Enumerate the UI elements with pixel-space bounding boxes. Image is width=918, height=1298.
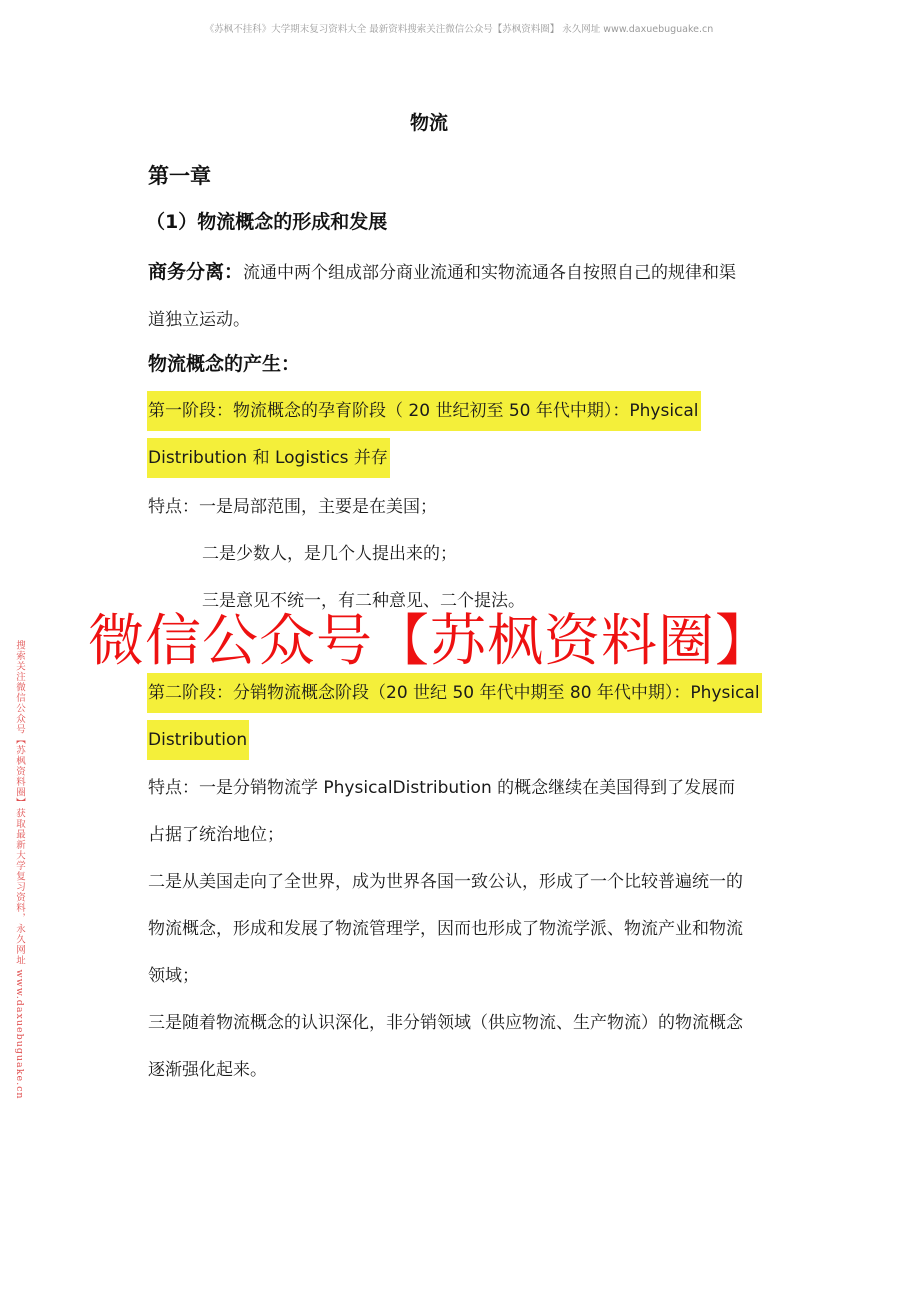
business-separation-line2: 道独立运动。 [148, 310, 250, 330]
stage1-line1-highlight: 第一阶段：物流概念的孕育阶段（ 20 世纪初至 50 年代中期）：Physical [147, 391, 701, 431]
stage2-line1-highlight: 第二阶段：分销物流概念阶段（20 世纪 50 年代中期至 80 年代中期）：Physical [147, 673, 762, 713]
stage1-line1 [147, 391, 701, 431]
stage1-line2 [147, 438, 390, 478]
stage2-feature2-line1: 二是从美国走向了全世界，成为世界各国一致公认，形成了一个比较普遍统一的 [148, 872, 743, 892]
business-separation-text: 流通中两个组成部分商业流通和实物流通各自按照自己的规律和渠 [243, 263, 737, 283]
stage1-feature3: 三是意见不统一，有二种意见、二个提法。 [202, 591, 525, 611]
stage2-feature3-line2: 逐渐强化起来。 [148, 1060, 267, 1080]
stage2-feature1-line1: 特点：一是分销物流学 PhysicalDistribution 的概念继续在美国得到了发展而 [148, 778, 736, 798]
watermark-text: 微信公众号【苏枫资料圈】 [88, 609, 772, 674]
stage2-feature3-line1: 三是随着物流概念的认识深化，非分销领域（供应物流、生产物流）的物流概念 [148, 1013, 743, 1033]
business-separation-line1 [148, 260, 736, 285]
header-note: 《苏枫不挂科》大学期末复习资料大全 最新资料搜索关注微信公众号【苏枫资料圈】 永久网址 www.daxuebuguake.cn [204, 24, 714, 35]
stage1-feature1: 特点：一是局部范围，主要是在美国； [148, 497, 437, 517]
stage2-line2-highlight: Distribution [147, 720, 249, 760]
stage1-line2-highlight: Distribution 和 Logistics 并存 [147, 438, 390, 478]
stage2-feature2-line2: 物流概念，形成和发展了物流管理学，因而也形成了物流学派、物流产业和物流 [148, 919, 743, 939]
side-watermark-note: 搜索关注微信公众号【苏枫资料圈】获取最新大学复习资料，永久网址 www.daxuebuguake.cn [14, 640, 25, 1100]
stage2-line2 [147, 720, 249, 760]
section-heading: （1）物流概念的形成和发展 [146, 211, 388, 233]
business-separation-term: 商务分离： [148, 261, 244, 283]
stage2-feature1-line2: 占据了统治地位； [148, 825, 284, 845]
stage2-feature2-line3: 领域； [148, 966, 199, 986]
chapter-heading: 第一章 [148, 164, 211, 188]
origin-heading: 物流概念的产生： [148, 353, 301, 375]
document-title: 物流 [409, 112, 448, 134]
stage1-feature2: 二是少数人，是几个人提出来的； [202, 544, 457, 564]
